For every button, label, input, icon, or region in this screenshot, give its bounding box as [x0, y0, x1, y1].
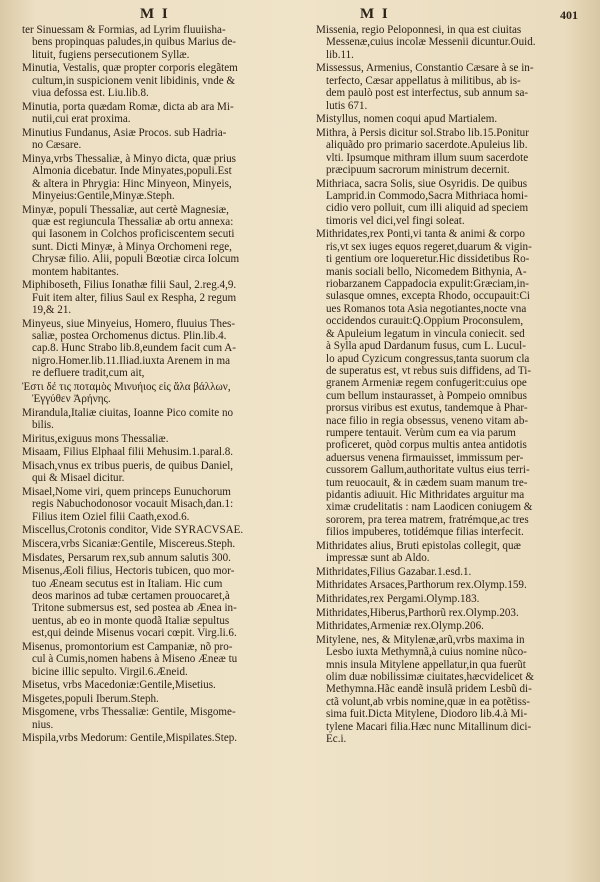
entry-line: Lamprid.in Commodo,Sacra Mithriaca homi-: [326, 190, 528, 203]
entry-line: nius.: [32, 718, 54, 731]
entry-line: ti gentium ore loqueretur.Hic dissidetibus Ro-: [326, 253, 530, 266]
entry-line: Misetus, vrbs Macedoniæ:Gentile,Misetius.: [22, 679, 216, 692]
entry-line: cussorem Gallum,authoritate vultus eius terri-: [326, 464, 530, 477]
entry-line: Mirandula,Italiæ ciuitas, Ioanne Pico comite no: [22, 406, 234, 419]
entry-line: no Cæsare.: [32, 139, 82, 152]
entry-line: Minutia, porta quædam Romæ, dicta ab ara Mi-: [22, 100, 234, 113]
entry-line: Ec.i.: [326, 733, 347, 745]
dictionary-entry: [316, 620, 594, 632]
dictionary-entry: [22, 318, 304, 380]
entry-line: bilis.: [32, 419, 54, 432]
entry-line: præcipuum sacrorum ministrum decernit.: [326, 164, 510, 177]
entry-line: Mithridates,Hiberus,Parthorũ rex.Olymp.203.: [316, 606, 519, 619]
entry-line: uentus, ab eo in monte quodã Italiæ sepultus: [32, 614, 230, 627]
entry-line: à Sylla apud Dardanum fusus, cum L. Lucul-: [326, 340, 526, 353]
entry-line: & Apuleium legatum in vincula coniecit. sed: [326, 327, 525, 340]
entry-line: regis Nabuchodonosor vocauit Misach,dan.1:: [32, 498, 234, 511]
entry-line: deos marinos ad tubæ certamen prouocaret,à: [32, 590, 230, 603]
entry-line: Miscellus,Crotonis conditor, Vide SYRACVSAE.: [22, 524, 244, 537]
dictionary-entry: [316, 228, 594, 538]
entry-line: Lesbo iuxta Methymnã,à cuius nomine nũco-: [326, 646, 527, 659]
entry-line: Misgetes,populi Iberum.Steph.: [22, 692, 159, 705]
dictionary-entry: [22, 127, 304, 152]
dictionary-entry: [316, 540, 594, 565]
entry-line: viua defossa est. Liu.lib.8.: [32, 87, 149, 100]
entry-line: Miscera,vrbs Sicaniæ:Gentile, Miscereus.Steph.: [22, 538, 236, 551]
entry-line: re defluere tradit,cum ait,: [32, 367, 145, 380]
dictionary-entry: [22, 381, 304, 406]
dictionary-entry: [22, 153, 304, 203]
entry-line: manis sociali bello, Nicomedem Bithynia, A-: [326, 265, 527, 278]
entry-line: est,qui deinde Misenus vocari cœpit. Virg.li.6.: [32, 627, 237, 640]
entry-line: Mithridates,rex Pergami.Olymp.183.: [316, 592, 480, 605]
entry-line: tylene Macari filia.Hæc nunc Mitallinum dici-: [326, 720, 532, 733]
entry-line: qui Iasonem in Colchos proficiscentem secuti: [32, 228, 235, 241]
entry-line: Mispila,vrbs Medorum: Gentile,Mispilates.Step.: [22, 732, 238, 745]
entry-line: ximæ crudelitatis : nam Laodicen coniugem &: [326, 501, 533, 514]
left-column: [22, 24, 304, 746]
entry-line: Tritone submersus est, sed postea ab Ænea in-: [32, 602, 237, 615]
dictionary-entry: [22, 552, 304, 564]
entry-line: Misenus, promontorium est Campaniæ, nõ pro-: [22, 640, 233, 653]
entry-line: terfecto, Cæsar appellatus à militibus, ab is-: [326, 74, 521, 87]
page-number: 401: [560, 8, 578, 22]
header-left-letters: M I: [140, 6, 170, 22]
entry-line: Messenæ,cuius incolæ Messenii dicuntur.Ouid.: [326, 36, 536, 49]
entry-line: sulasque omnes, excepta Rhodo, occupauit:Ci: [326, 290, 530, 303]
entry-line: Misael,Nome viri, quem princeps Eunuchorum: [22, 486, 231, 499]
entry-line: lo apud Cyzicum congressus,tanta suorum cla: [326, 352, 530, 365]
entry-line: quæ est regiuncula Thessaliæ ab ortu annexa:: [32, 216, 234, 229]
entry-line: occidendos curauit:Q.Oppium Proconsulem,: [326, 315, 524, 328]
entry-line: Mithridates,rex Ponti,vi tanta & animi & corpo: [316, 228, 525, 241]
entry-line: sima fuit.Dicta Mitylene, Diodoro lib.4.à Mi-: [326, 708, 528, 721]
entry-line: lutis 671.: [326, 99, 368, 112]
dictionary-entry: [22, 486, 304, 523]
entry-line: Almonia dicebatur. Inde Minyates,populi.Est: [32, 165, 232, 178]
entry-line: Minyeius:Gentile,Minyæ.Steph.: [32, 190, 175, 203]
entry-line: Minyeus, siue Minyeius, Homero, fluuius Thes-: [22, 317, 236, 330]
entry-line: Miritus,exiguus mons Thessaliæ.: [22, 432, 169, 445]
entry-line: mnis insula Mitylene appellatur,in qua fuerũt: [326, 658, 526, 671]
entry-line: bicine illic sepulto. Virgil.6.Æneid.: [32, 665, 188, 678]
entry-line: tum reuocauit, & in cædem suam manum tre-: [326, 476, 528, 489]
right-column: [316, 24, 594, 747]
entry-line: tuo Æneam secutus est in Italiam. Hic cum: [32, 577, 223, 590]
entry-line: qui & Misael dicitur.: [32, 472, 125, 485]
entry-line: Misgomene, vrbs Thessaliæ: Gentile, Misgome-: [22, 706, 236, 719]
entry-line: olim duæ nobilissimæ ciuitates,hæcvidelicet &: [326, 670, 534, 683]
dictionary-entry: [22, 433, 304, 445]
entry-line: Minya,vrbs Thessaliæ, à Minyo dicta, quæ prius: [22, 152, 236, 165]
entry-line: Fuit item alter, filius Saul ex Respha, 2 regum: [32, 291, 237, 304]
entry-line: Minutia, Vestalis, quæ propter corporis elegãtem: [22, 62, 238, 75]
entry-line: Miphiboseth, Filius Ionathæ filii Saul, 2.reg.4,9.: [22, 279, 237, 292]
entry-line: timoris vel dici,vel fingi soleat.: [326, 214, 465, 227]
header-right-letters: M I: [360, 6, 390, 22]
dictionary-entry: [22, 524, 304, 536]
dictionary-entry: [316, 127, 594, 177]
dictionary-entry: [22, 565, 304, 639]
entry-line: Minyæ, populi Thessaliæ, aut certè Magnesiæ,: [22, 203, 229, 216]
entry-line: filios impuberes, totidémque filias interfecit.: [326, 526, 524, 539]
entry-line: Methymna.Hãc eandẽ insulã pridem Lesbũ di-: [326, 683, 532, 696]
entry-line: cidio vero polluit, cum illi aliquid ad speciem: [326, 202, 529, 215]
entry-line: Mithridates Arsaces,Parthorum rex.Olymp.159.: [316, 579, 527, 592]
entry-line: 19,& 21.: [32, 304, 72, 317]
entry-line: Missenia, regio Peloponnesi, in qua est ciuitas: [316, 24, 522, 36]
dictionary-entry: [316, 113, 594, 125]
dictionary-entry: [22, 62, 304, 99]
entry-line: rumpere tentauit. Verùm cum ea via parum: [326, 426, 516, 439]
entry-line: & altera in Phrygia: Hinc Minyeon, Minyeis,: [32, 177, 232, 190]
entry-line: cul à Cumis,nomen habens à Miseno Æneæ tu: [32, 653, 238, 666]
entry-line: bens propinquas paludes,in quibus Marius de-: [32, 36, 236, 49]
entry-line: impressæ sunt ab Aldo.: [326, 552, 430, 565]
entry-line: ter Sinuessam & Formias, ad Lyrim fluuiisha-: [22, 24, 226, 36]
entry-line: prorsus viribus est exutus, tandemque à Phar-: [326, 402, 528, 415]
dictionary-entry: [22, 641, 304, 678]
dictionary-entry: [316, 178, 594, 228]
entry-line: Mithridates,Filius Gazabar.1.esd.1.: [316, 565, 472, 578]
entry-line: montem habitantes.: [32, 265, 119, 278]
dictionary-entry: [22, 460, 304, 485]
dictionary-entry: [316, 634, 594, 746]
dictionary-entry: [22, 732, 304, 744]
entry-line: Filius item Oziel filii Caath,exod.6.: [32, 510, 190, 523]
dictionary-entry: [22, 101, 304, 126]
entry-line: Mithriaca, sacra Solis, siue Osyridis. De quibus: [316, 177, 528, 190]
entry-line: nigro.Homer.lib.11.Iliad.iuxta Arenem in ma: [32, 354, 231, 367]
entry-line: lib.11.: [326, 48, 354, 61]
entry-line: riobarzanem Cappadocia expulit:Græciam,in-: [326, 278, 530, 291]
entry-line: nace filio in regia obsessus, veneno vitam ab-: [326, 414, 529, 427]
entry-line: proficeret, quòd corpus multis antea antidotis: [326, 439, 527, 452]
dictionary-entry: [316, 62, 594, 112]
entry-line: Mithra, à Persis dicitur sol.Strabo lib.15.Ponitur: [316, 126, 529, 139]
entry-line: Misach,vnus ex tribus pueris, de quibus Daniel,: [22, 460, 234, 473]
entry-line: Misaam, Filius Elphaal filii Mehusim.1.paral.8.: [22, 446, 234, 459]
entry-line: Chrysæ filio. Alii, populi Bœotiæ circa Iolcum: [32, 253, 240, 266]
entry-line: cap.8. Hunc Strabo lib.8,eundem facit cum A-: [32, 342, 236, 355]
entry-line: granem Armeniæ regem confugerit:cuius ope: [326, 377, 527, 390]
dictionary-entry: [22, 204, 304, 278]
dictionary-entry: [22, 706, 304, 731]
entry-line: Mithridates,Armeniæ rex.Olymp.206.: [316, 620, 484, 633]
dictionary-entry: [316, 24, 594, 61]
dictionary-entry: [316, 566, 594, 578]
entry-line: Mithridates alius, Bruti epistolas collegit, quæ: [316, 539, 521, 552]
entry-line: ues Romanos tota Asia negotiantes,nocte vna: [326, 302, 527, 315]
dictionary-entry: [22, 538, 304, 550]
entry-line: aliquãdo pro primario sacerdote.Apuleius lib.: [326, 139, 528, 152]
entry-line: pidantis adiuuit. Hic Mithridates arguitur ma: [326, 488, 525, 501]
entry-line: lituit, fugiens persecutionem Syllæ.: [32, 48, 190, 61]
entry-line: de superatus est, vt rebus suis diffidens, ad Ti-: [326, 364, 532, 377]
entry-line: sunt. Dicti Minyæ, à Minya Orchomeni rege,: [32, 240, 232, 253]
entry-line: Ἐστι δέ τις ποταμὸς Μινυήιος εἰς ἅλα βάλλων,: [22, 380, 231, 393]
entry-line: sororem, pra terea matrem, fratrémque,ac tres: [326, 513, 529, 526]
entry-line: cum bellum instaurasset, à Pompeio omnibus: [326, 389, 527, 402]
entry-line: saliæ, postea Orchomenus dictus. Plin.lib.4.: [32, 330, 227, 343]
dictionary-entry: [22, 679, 304, 691]
dictionary-entry: [316, 579, 594, 591]
entry-line: cultum,in suspicionem venit libidinis, vnde &: [32, 74, 236, 87]
entry-line: ctã volunt,ab vrbis nomine,quæ in ea potẽtiss-: [326, 695, 530, 708]
dictionary-entry: [22, 407, 304, 432]
entry-line: dem paulò post est interfectus, sub annum sa-: [326, 87, 529, 100]
entry-line: aduersus venena firmauisset, immissum per-: [326, 451, 524, 464]
dictionary-entry: [316, 593, 594, 605]
entry-line: Ἐγγύθεν Ἀρήνης.: [32, 393, 111, 406]
dictionary-entry: [22, 446, 304, 458]
dictionary-entry: [316, 607, 594, 619]
dictionary-entry: [22, 279, 304, 316]
entry-line: Misdates, Persarum rex,sub annum salutis 300.: [22, 551, 231, 564]
dictionary-entry: [22, 24, 304, 61]
entry-line: nutii,cui erat proxima.: [32, 113, 131, 126]
entry-line: ris,vt sex iuges equos regeret,duarum & vigin-: [326, 240, 532, 253]
entry-line: Mitylene, nes, & Mitylenæ,arũ,vrbs maxima in: [316, 633, 525, 646]
entry-line: Misenus,Æoli filius, Hectoris tubicen, quo mor-: [22, 565, 235, 578]
entry-line: vlti. Ipsumque mithram illum suum sacerdote: [326, 151, 529, 164]
entry-line: Missessus, Armenius, Constantio Cæsare à se in-: [316, 62, 534, 75]
entry-line: Minutius Fundanus, Asiæ Procos. sub Hadria-: [22, 126, 227, 139]
entry-line: Mistyllus, nomen coqui apud Martialem.: [316, 113, 498, 126]
dictionary-entry: [22, 693, 304, 705]
